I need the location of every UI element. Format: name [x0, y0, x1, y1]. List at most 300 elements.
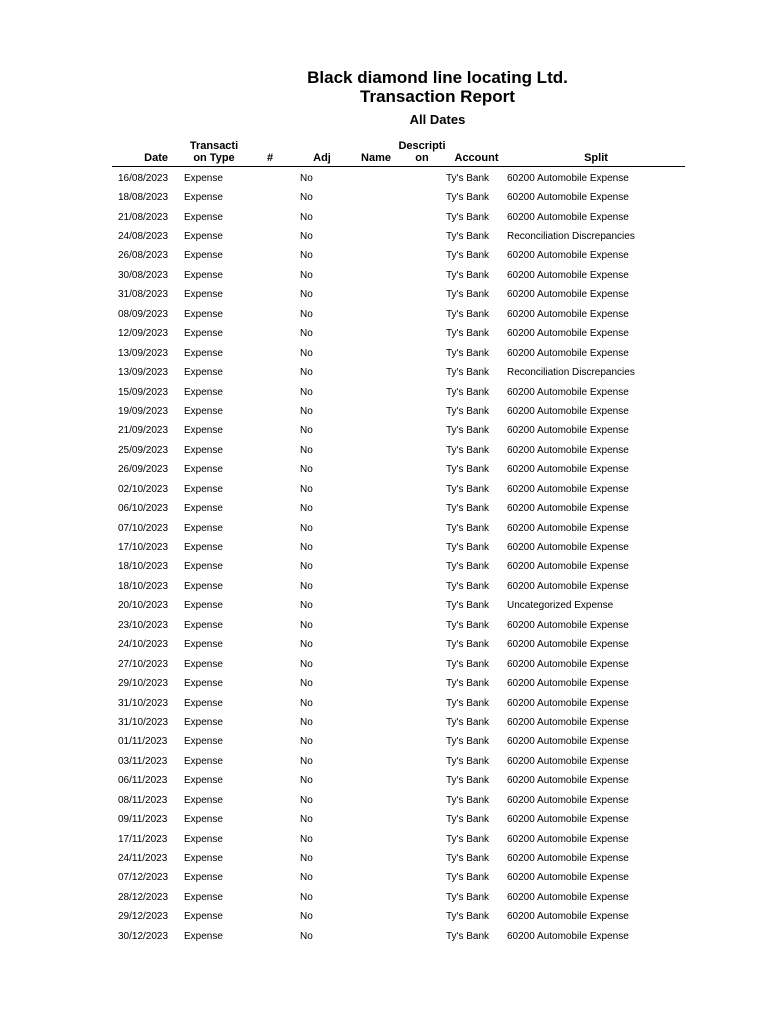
- cell-name: [354, 325, 398, 344]
- cell-transaction-type: Expense: [184, 503, 223, 515]
- cell-description: [398, 558, 446, 577]
- column-header-description: Descripti on: [398, 138, 446, 167]
- cell-split: 60200 Automobile Expense: [507, 891, 629, 903]
- table-row: [112, 402, 685, 421]
- cell-number: [250, 830, 290, 849]
- cell-account: Ty's Bank: [446, 250, 490, 262]
- cell-name: [354, 286, 398, 305]
- cell-name: [354, 499, 398, 518]
- cell-date: 06/10/2023: [118, 503, 169, 515]
- cell-split: 60200 Automobile Expense: [507, 542, 629, 554]
- table-row: [112, 927, 685, 946]
- table-row: [112, 538, 685, 557]
- cell-account: Ty's Bank: [446, 736, 490, 748]
- cell-split: 60200 Automobile Expense: [507, 736, 629, 748]
- cell-date: 28/12/2023: [118, 891, 169, 903]
- table-row: [112, 888, 685, 907]
- cell-date: 03/11/2023: [118, 755, 168, 767]
- cell-description: [398, 286, 446, 305]
- cell-adj: No: [300, 308, 313, 320]
- cell-description: [398, 733, 446, 752]
- cell-number: [250, 577, 290, 596]
- cell-name: [354, 733, 398, 752]
- cell-description: [398, 636, 446, 655]
- cell-transaction-type: Expense: [184, 444, 223, 456]
- cell-description: [398, 461, 446, 480]
- cell-split: 60200 Automobile Expense: [507, 755, 629, 767]
- cell-account: Ty's Bank: [446, 522, 490, 534]
- cell-number: [250, 461, 290, 480]
- table-row: [112, 383, 685, 402]
- table-row: [112, 208, 685, 227]
- cell-transaction-type: Expense: [184, 522, 223, 534]
- table-row: [112, 363, 685, 382]
- cell-number: [250, 733, 290, 752]
- cell-date: 21/09/2023: [118, 425, 169, 437]
- cell-description: [398, 441, 446, 460]
- cell-split: 60200 Automobile Expense: [507, 561, 629, 573]
- cell-adj: No: [300, 736, 313, 748]
- cell-split: 60200 Automobile Expense: [507, 308, 629, 320]
- cell-split: 60200 Automobile Expense: [507, 794, 629, 806]
- cell-date: 06/11/2023: [118, 775, 168, 787]
- cell-transaction-type: Expense: [184, 308, 223, 320]
- cell-description: [398, 849, 446, 868]
- cell-description: [398, 616, 446, 635]
- cell-account: Ty's Bank: [446, 911, 490, 923]
- cell-description: [398, 499, 446, 518]
- table-row: [112, 616, 685, 635]
- table-row: [112, 830, 685, 849]
- cell-transaction-type: Expense: [184, 736, 223, 748]
- cell-number: [250, 266, 290, 285]
- cell-adj: No: [300, 425, 313, 437]
- cell-number: [250, 325, 290, 344]
- cell-split: 60200 Automobile Expense: [507, 658, 629, 670]
- cell-transaction-type: Expense: [184, 192, 223, 204]
- cell-date: 17/10/2023: [118, 542, 169, 554]
- cell-date: 31/10/2023: [118, 697, 169, 709]
- table-row: [112, 694, 685, 713]
- cell-adj: No: [300, 211, 313, 223]
- cell-description: [398, 188, 446, 207]
- cell-date: 01/11/2023: [118, 736, 168, 748]
- cell-adj: No: [300, 192, 313, 204]
- cell-name: [354, 402, 398, 421]
- cell-split: 60200 Automobile Expense: [507, 425, 629, 437]
- cell-transaction-type: Expense: [184, 600, 223, 612]
- table-row: [112, 772, 685, 791]
- cell-split: 60200 Automobile Expense: [507, 444, 629, 456]
- cell-adj: No: [300, 794, 313, 806]
- cell-adj: No: [300, 483, 313, 495]
- cell-split: 60200 Automobile Expense: [507, 192, 629, 204]
- cell-date: 31/08/2023: [118, 289, 169, 301]
- cell-date: 29/12/2023: [118, 911, 169, 923]
- cell-name: [354, 208, 398, 227]
- cell-transaction-type: Expense: [184, 269, 223, 281]
- cell-date: 09/11/2023: [118, 814, 168, 826]
- table-header-row: [112, 138, 685, 167]
- cell-adj: No: [300, 872, 313, 884]
- cell-account: Ty's Bank: [446, 192, 490, 204]
- cell-account: Ty's Bank: [446, 697, 490, 709]
- cell-name: [354, 461, 398, 480]
- cell-transaction-type: Expense: [184, 794, 223, 806]
- cell-name: [354, 441, 398, 460]
- cell-description: [398, 402, 446, 421]
- cell-account: Ty's Bank: [446, 775, 490, 787]
- cell-split: 60200 Automobile Expense: [507, 522, 629, 534]
- cell-number: [250, 713, 290, 732]
- cell-name: [354, 713, 398, 732]
- cell-adj: No: [300, 444, 313, 456]
- cell-adj: No: [300, 833, 313, 845]
- cell-split: 60200 Automobile Expense: [507, 269, 629, 281]
- cell-name: [354, 227, 398, 246]
- cell-split: 60200 Automobile Expense: [507, 678, 629, 690]
- table-row: [112, 499, 685, 518]
- cell-number: [250, 849, 290, 868]
- cell-number: [250, 441, 290, 460]
- cell-name: [354, 772, 398, 791]
- table-row: [112, 674, 685, 693]
- table-row: [112, 810, 685, 829]
- cell-description: [398, 227, 446, 246]
- cell-transaction-type: Expense: [184, 930, 223, 942]
- cell-adj: No: [300, 503, 313, 515]
- cell-date: 31/10/2023: [118, 716, 169, 728]
- cell-split: Uncategorized Expense: [507, 600, 614, 612]
- cell-account: Ty's Bank: [446, 503, 490, 515]
- cell-account: Ty's Bank: [446, 930, 490, 942]
- cell-split: 60200 Automobile Expense: [507, 619, 629, 631]
- cell-description: [398, 383, 446, 402]
- cell-transaction-type: Expense: [184, 619, 223, 631]
- cell-name: [354, 577, 398, 596]
- cell-description: [398, 713, 446, 732]
- table-row: [112, 869, 685, 888]
- cell-transaction-type: Expense: [184, 542, 223, 554]
- cell-account: Ty's Bank: [446, 542, 490, 554]
- cell-split: 60200 Automobile Expense: [507, 503, 629, 515]
- cell-date: 07/10/2023: [118, 522, 169, 534]
- cell-description: [398, 674, 446, 693]
- cell-transaction-type: Expense: [184, 833, 223, 845]
- cell-number: [250, 752, 290, 771]
- cell-description: [398, 810, 446, 829]
- table-row: [112, 636, 685, 655]
- cell-description: [398, 908, 446, 927]
- cell-transaction-type: Expense: [184, 561, 223, 573]
- cell-transaction-type: Expense: [184, 716, 223, 728]
- table-row: [112, 577, 685, 596]
- cell-number: [250, 694, 290, 713]
- cell-split: 60200 Automobile Expense: [507, 872, 629, 884]
- cell-date: 24/08/2023: [118, 231, 169, 243]
- cell-account: Ty's Bank: [446, 639, 490, 651]
- cell-split: 60200 Automobile Expense: [507, 289, 629, 301]
- cell-description: [398, 325, 446, 344]
- cell-description: [398, 344, 446, 363]
- cell-adj: No: [300, 678, 313, 690]
- column-header-number: #: [250, 138, 290, 167]
- cell-account: Ty's Bank: [446, 464, 490, 476]
- cell-number: [250, 167, 290, 189]
- cell-number: [250, 402, 290, 421]
- table-row: [112, 344, 685, 363]
- cell-account: Ty's Bank: [446, 814, 490, 826]
- cell-date: 12/09/2023: [118, 328, 169, 340]
- cell-description: [398, 422, 446, 441]
- cell-transaction-type: Expense: [184, 211, 223, 223]
- cell-adj: No: [300, 600, 313, 612]
- table-row: [112, 188, 685, 207]
- cell-transaction-type: Expense: [184, 580, 223, 592]
- cell-transaction-type: Expense: [184, 405, 223, 417]
- cell-adj: No: [300, 464, 313, 476]
- cell-name: [354, 616, 398, 635]
- cell-transaction-type: Expense: [184, 755, 223, 767]
- cell-split: 60200 Automobile Expense: [507, 211, 629, 223]
- cell-description: [398, 266, 446, 285]
- cell-transaction-type: Expense: [184, 289, 223, 301]
- cell-description: [398, 772, 446, 791]
- column-header-account: Account: [446, 138, 507, 167]
- cell-transaction-type: Expense: [184, 231, 223, 243]
- cell-transaction-type: Expense: [184, 347, 223, 359]
- table-row: [112, 461, 685, 480]
- cell-number: [250, 597, 290, 616]
- cell-adj: No: [300, 930, 313, 942]
- cell-date: 26/08/2023: [118, 250, 169, 262]
- cell-account: Ty's Bank: [446, 872, 490, 884]
- table-row: [112, 849, 685, 868]
- cell-name: [354, 558, 398, 577]
- cell-date: 26/09/2023: [118, 464, 169, 476]
- cell-name: [354, 810, 398, 829]
- cell-transaction-type: Expense: [184, 891, 223, 903]
- cell-split: 60200 Automobile Expense: [507, 328, 629, 340]
- cell-name: [354, 888, 398, 907]
- cell-description: [398, 577, 446, 596]
- cell-adj: No: [300, 386, 313, 398]
- cell-description: [398, 694, 446, 713]
- cell-description: [398, 655, 446, 674]
- cell-description: [398, 869, 446, 888]
- transaction-table: [112, 138, 685, 947]
- cell-number: [250, 810, 290, 829]
- cell-adj: No: [300, 405, 313, 417]
- cell-name: [354, 188, 398, 207]
- cell-date: 30/12/2023: [118, 930, 169, 942]
- table-row: [112, 422, 685, 441]
- cell-date: 07/12/2023: [118, 872, 169, 884]
- cell-number: [250, 344, 290, 363]
- cell-date: 20/10/2023: [118, 600, 169, 612]
- cell-name: [354, 383, 398, 402]
- cell-date: 18/10/2023: [118, 580, 169, 592]
- cell-date: 08/09/2023: [118, 308, 169, 320]
- cell-split: Reconciliation Discrepancies: [507, 367, 635, 379]
- cell-transaction-type: Expense: [184, 697, 223, 709]
- table-row: [112, 167, 685, 189]
- cell-transaction-type: Expense: [184, 678, 223, 690]
- cell-name: [354, 519, 398, 538]
- cell-account: Ty's Bank: [446, 172, 490, 184]
- cell-split: 60200 Automobile Expense: [507, 405, 629, 417]
- cell-adj: No: [300, 853, 313, 865]
- cell-transaction-type: Expense: [184, 911, 223, 923]
- cell-date: 30/08/2023: [118, 269, 169, 281]
- table-row: [112, 908, 685, 927]
- report-period: All Dates: [409, 112, 466, 127]
- cell-number: [250, 499, 290, 518]
- cell-account: Ty's Bank: [446, 580, 490, 592]
- cell-number: [250, 791, 290, 810]
- cell-date: 19/09/2023: [118, 405, 169, 417]
- cell-adj: No: [300, 891, 313, 903]
- cell-description: [398, 208, 446, 227]
- cell-adj: No: [300, 328, 313, 340]
- cell-account: Ty's Bank: [446, 833, 490, 845]
- column-header-date: Date: [112, 138, 178, 167]
- cell-number: [250, 869, 290, 888]
- cell-split: 60200 Automobile Expense: [507, 580, 629, 592]
- cell-account: Ty's Bank: [446, 347, 490, 359]
- cell-date: 23/10/2023: [118, 619, 169, 631]
- table-row: [112, 441, 685, 460]
- cell-account: Ty's Bank: [446, 289, 490, 301]
- cell-number: [250, 636, 290, 655]
- cell-adj: No: [300, 522, 313, 534]
- company-name: Black diamond line locating Ltd.: [307, 68, 568, 87]
- cell-number: [250, 422, 290, 441]
- cell-transaction-type: Expense: [184, 250, 223, 262]
- cell-date: 25/09/2023: [118, 444, 169, 456]
- cell-number: [250, 480, 290, 499]
- cell-adj: No: [300, 542, 313, 554]
- cell-split: 60200 Automobile Expense: [507, 697, 629, 709]
- cell-name: [354, 266, 398, 285]
- table-row: [112, 733, 685, 752]
- cell-split: 60200 Automobile Expense: [507, 347, 629, 359]
- column-header-transaction-type: Transacti on Type: [178, 138, 250, 167]
- cell-name: [354, 538, 398, 557]
- cell-number: [250, 927, 290, 946]
- cell-transaction-type: Expense: [184, 639, 223, 651]
- cell-split: Reconciliation Discrepancies: [507, 231, 635, 243]
- cell-name: [354, 305, 398, 324]
- cell-name: [354, 247, 398, 266]
- table-row: [112, 752, 685, 771]
- column-header-adj: Adj: [290, 138, 354, 167]
- cell-adj: No: [300, 716, 313, 728]
- cell-account: Ty's Bank: [446, 328, 490, 340]
- cell-transaction-type: Expense: [184, 658, 223, 670]
- table-row: [112, 597, 685, 616]
- cell-account: Ty's Bank: [446, 716, 490, 728]
- cell-account: Ty's Bank: [446, 425, 490, 437]
- cell-split: 60200 Automobile Expense: [507, 814, 629, 826]
- cell-number: [250, 655, 290, 674]
- cell-adj: No: [300, 289, 313, 301]
- cell-adj: No: [300, 580, 313, 592]
- cell-date: 24/10/2023: [118, 639, 169, 651]
- cell-date: 08/11/2023: [118, 794, 168, 806]
- cell-date: 29/10/2023: [118, 678, 169, 690]
- cell-description: [398, 597, 446, 616]
- cell-number: [250, 305, 290, 324]
- cell-description: [398, 830, 446, 849]
- cell-adj: No: [300, 231, 313, 243]
- cell-split: 60200 Automobile Expense: [507, 775, 629, 787]
- cell-name: [354, 674, 398, 693]
- cell-account: Ty's Bank: [446, 600, 490, 612]
- cell-name: [354, 694, 398, 713]
- cell-transaction-type: Expense: [184, 464, 223, 476]
- cell-account: Ty's Bank: [446, 853, 490, 865]
- report-title: Transaction Report: [360, 87, 515, 106]
- cell-transaction-type: Expense: [184, 872, 223, 884]
- column-header-name: Name: [354, 138, 398, 167]
- table-row: [112, 247, 685, 266]
- cell-adj: No: [300, 911, 313, 923]
- cell-account: Ty's Bank: [446, 211, 490, 223]
- cell-name: [354, 655, 398, 674]
- cell-description: [398, 247, 446, 266]
- cell-account: Ty's Bank: [446, 678, 490, 690]
- cell-number: [250, 383, 290, 402]
- cell-transaction-type: Expense: [184, 775, 223, 787]
- table-row: [112, 286, 685, 305]
- cell-adj: No: [300, 639, 313, 651]
- cell-adj: No: [300, 658, 313, 670]
- cell-split: 60200 Automobile Expense: [507, 911, 629, 923]
- cell-number: [250, 538, 290, 557]
- report-header: [0, 68, 768, 127]
- cell-name: [354, 869, 398, 888]
- cell-account: Ty's Bank: [446, 658, 490, 670]
- cell-account: Ty's Bank: [446, 755, 490, 767]
- cell-name: [354, 422, 398, 441]
- cell-adj: No: [300, 814, 313, 826]
- cell-adj: No: [300, 250, 313, 262]
- cell-number: [250, 674, 290, 693]
- cell-date: 24/11/2023: [118, 853, 168, 865]
- cell-name: [354, 167, 398, 189]
- cell-name: [354, 927, 398, 946]
- cell-number: [250, 363, 290, 382]
- cell-transaction-type: Expense: [184, 853, 223, 865]
- cell-date: 13/09/2023: [118, 367, 169, 379]
- cell-account: Ty's Bank: [446, 891, 490, 903]
- cell-name: [354, 636, 398, 655]
- table-row: [112, 655, 685, 674]
- cell-transaction-type: Expense: [184, 367, 223, 379]
- cell-split: 60200 Automobile Expense: [507, 172, 629, 184]
- cell-number: [250, 888, 290, 907]
- cell-account: Ty's Bank: [446, 619, 490, 631]
- cell-date: 18/10/2023: [118, 561, 169, 573]
- cell-account: Ty's Bank: [446, 794, 490, 806]
- cell-name: [354, 849, 398, 868]
- cell-date: 02/10/2023: [118, 483, 169, 495]
- cell-date: 13/09/2023: [118, 347, 169, 359]
- table-row: [112, 227, 685, 246]
- cell-adj: No: [300, 775, 313, 787]
- cell-account: Ty's Bank: [446, 444, 490, 456]
